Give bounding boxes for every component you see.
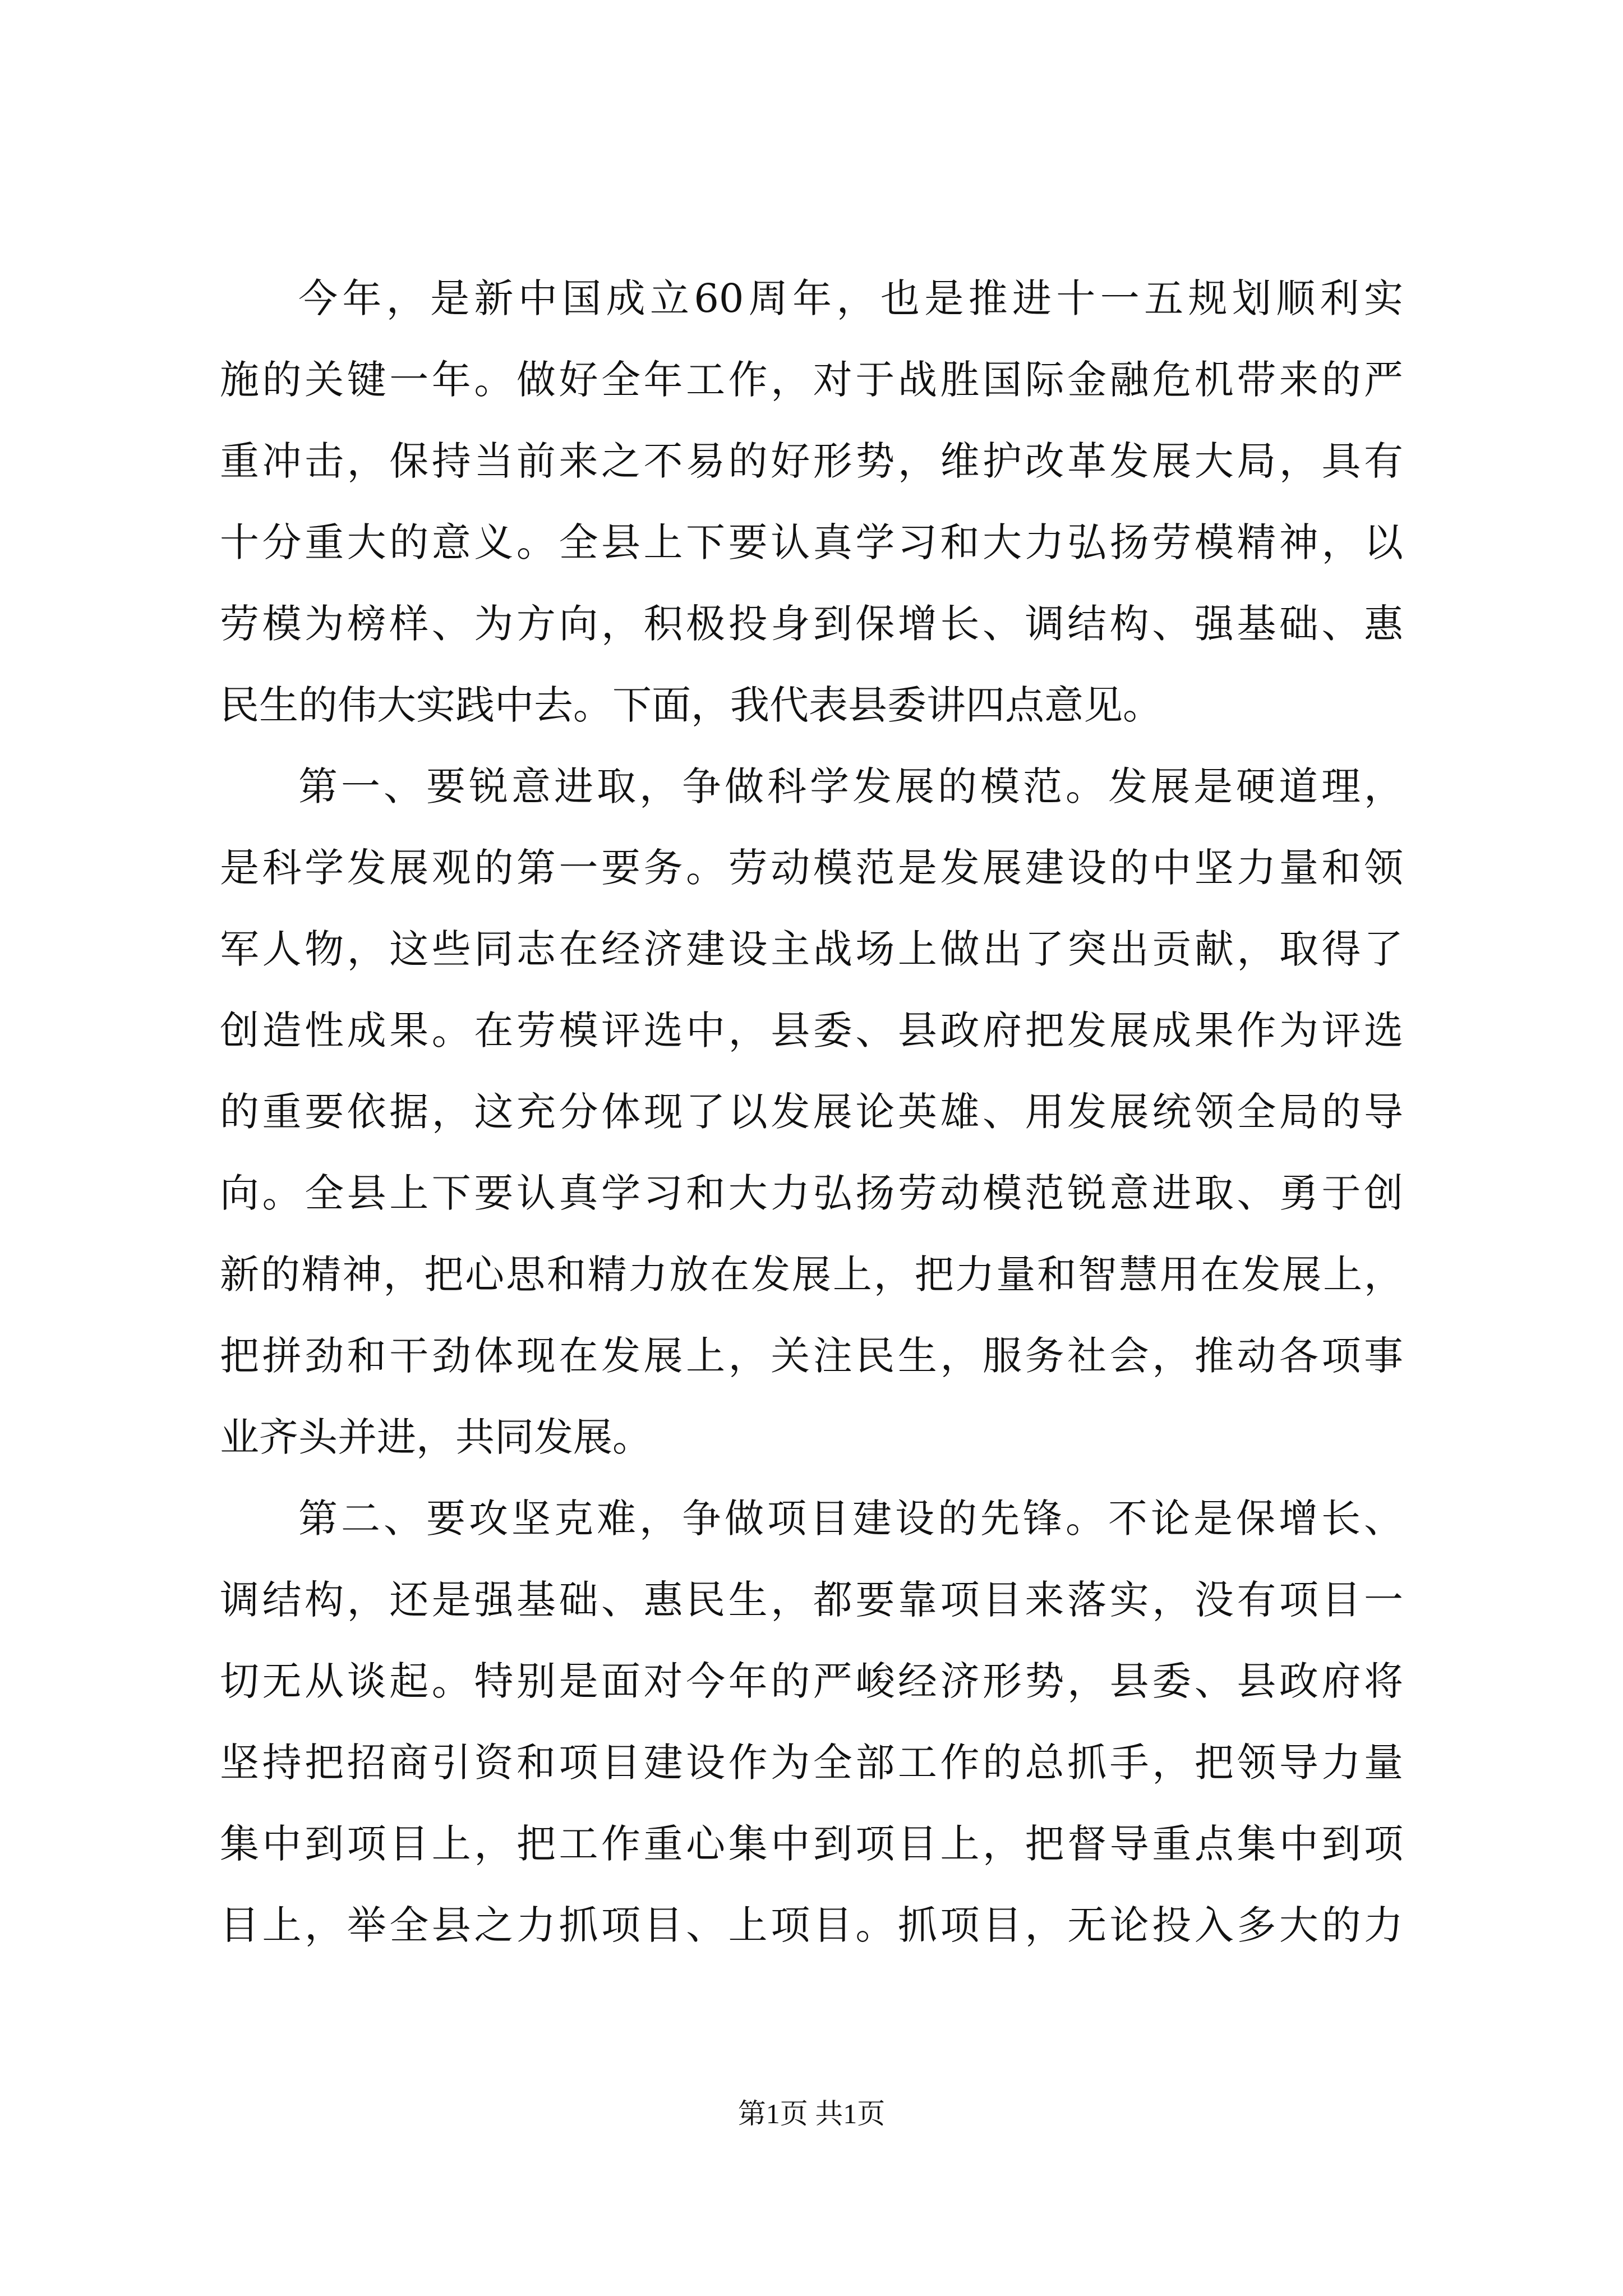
- text-line: 第二、要攻坚克难，争做项目建设的先锋。不论是保增长、: [298, 1496, 1403, 1542]
- text-line: 的重要依据，这充分体现了以发展论英雄、用发展统领全局的导: [220, 1089, 1403, 1135]
- text-line: 今年，是新中国成立60周年，也是推进十一五规划顺利实: [298, 275, 1403, 321]
- text-line: 目上，举全县之力抓项目、上项目。抓项目，无论投入多大的力: [220, 1902, 1403, 1948]
- text-line: 向。全县上下要认真学习和大力弘扬劳动模范锐意进取、勇于创: [220, 1170, 1403, 1216]
- paragraph-second-point: [220, 1478, 1403, 1966]
- paragraph-first-point: [220, 746, 1403, 1478]
- text-line: 劳模为榜样、为方向，积极投身到保增长、调结构、强基础、惠: [220, 601, 1403, 647]
- text-line: 创造性成果。在劳模评选中，县委、县政府把发展成果作为评选: [220, 1007, 1403, 1053]
- document-body: [220, 258, 1403, 1966]
- page-number-footer: 第1页 共1页: [737, 2098, 886, 2129]
- text-line: 调结构，还是强基础、惠民生，都要靠项目来落实，没有项目一: [220, 1577, 1403, 1623]
- paragraph-intro: [220, 258, 1403, 746]
- text-line: 施的关键一年。做好全年工作，对于战胜国际金融危机带来的严: [220, 357, 1403, 403]
- text-line: 十分重大的意义。全县上下要认真学习和大力弘扬劳模精神，以: [220, 519, 1403, 565]
- text-line: 切无从谈起。特别是面对今年的严峻经济形势，县委、县政府将: [220, 1658, 1403, 1704]
- text-line: 重冲击，保持当前来之不易的好形势，维护改革发展大局，具有: [220, 438, 1403, 484]
- text-line: 集中到项目上，把工作重心集中到项目上，把督导重点集中到项: [220, 1821, 1403, 1867]
- text-line: 民生的伟大实践中去。下面，我代表县委讲四点意见。: [220, 682, 1162, 728]
- text-line: 新的精神，把心思和精力放在发展上，把力量和智慧用在发展上，: [220, 1251, 1403, 1297]
- text-line: 业齐头并进，共同发展。: [220, 1414, 652, 1460]
- text-line: 坚持把招商引资和项目建设作为全部工作的总抓手，把领导力量: [220, 1740, 1403, 1786]
- text-line: 军人物，这些同志在经济建设主战场上做出了突出贡献，取得了: [220, 926, 1403, 972]
- text-line: 第一、要锐意进取，争做科学发展的模范。发展是硬道理，: [298, 763, 1403, 809]
- text-line: 是科学发展观的第一要务。劳动模范是发展建设的中坚力量和领: [220, 845, 1403, 891]
- text-line: 把拼劲和干劲体现在发展上，关注民生，服务社会，推动各项事: [220, 1333, 1403, 1379]
